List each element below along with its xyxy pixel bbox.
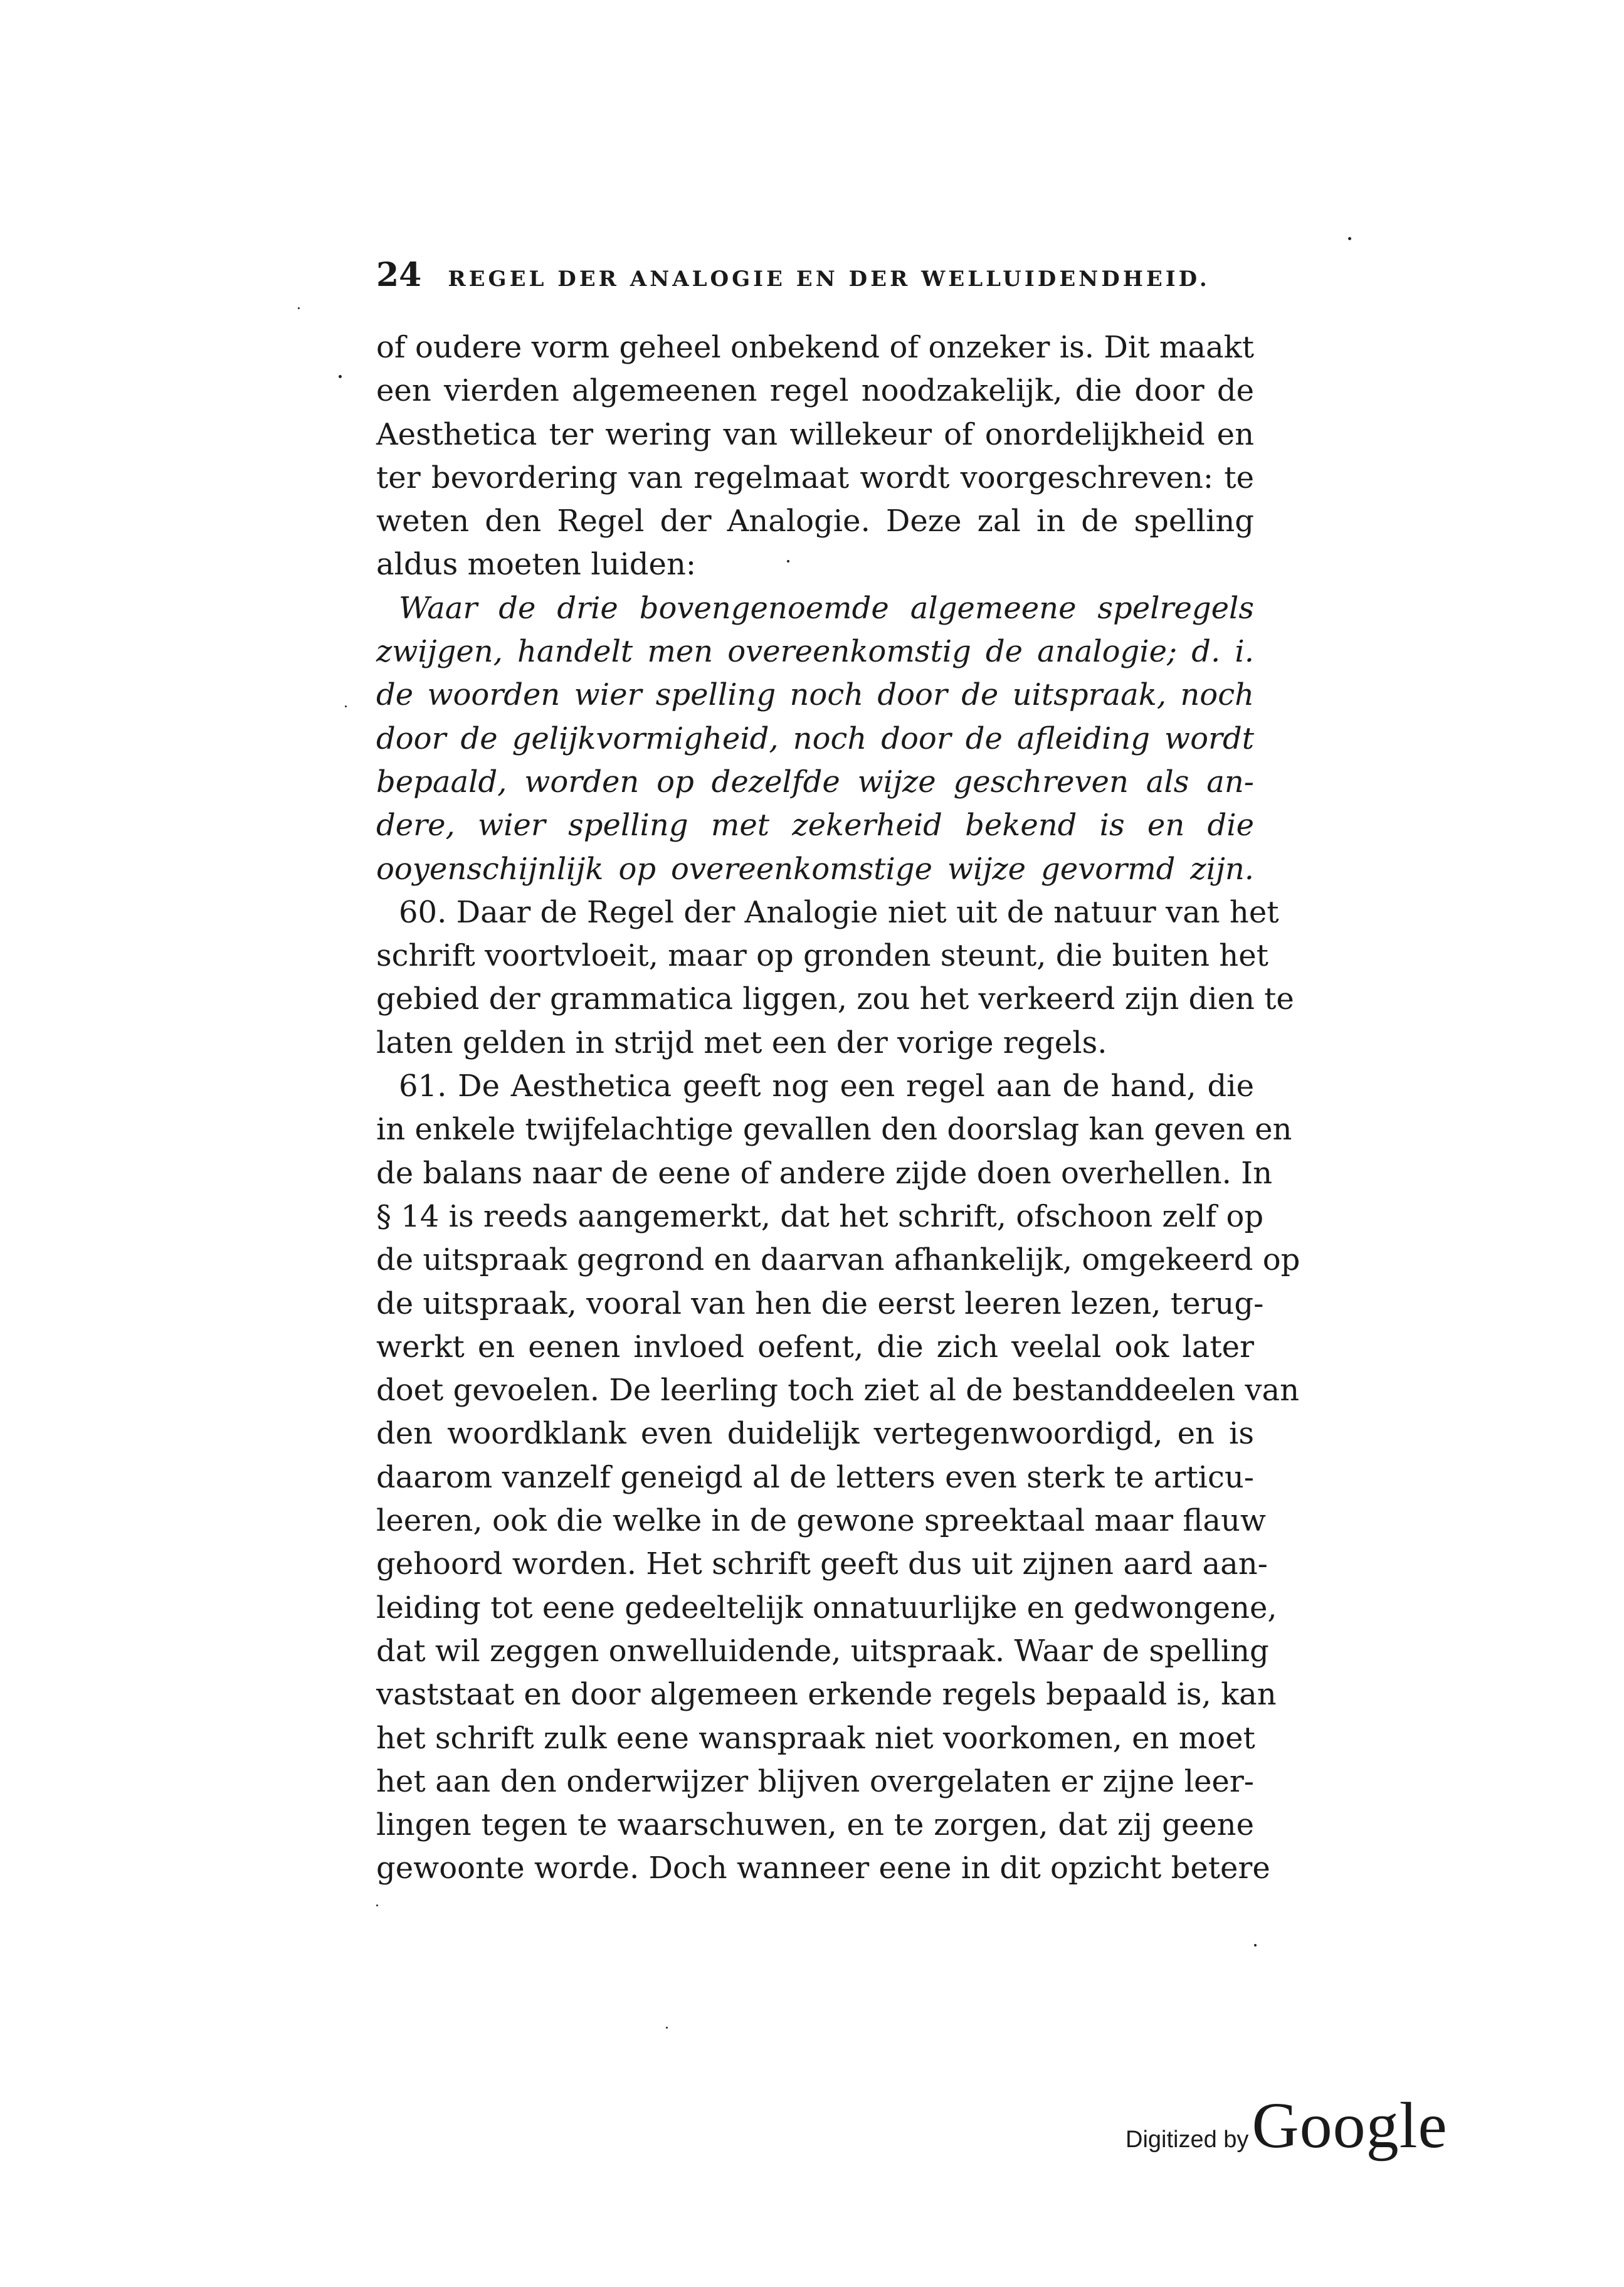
text-line: gebied der grammatica liggen, zou het verkeerd zijn dien te xyxy=(376,981,1294,1017)
text-line: in enkele twijfelachtige gevallen den doorslag kan geven en xyxy=(376,1112,1292,1148)
text-line: de balans naar de eene of andere zijde doen overhellen. In xyxy=(376,1155,1273,1191)
text-line: Aesthetica ter wering van willekeur of onordelijkheid en xyxy=(376,416,1254,452)
watermark-prefix: Digitized by xyxy=(1126,2126,1249,2153)
rule-text-line: Waar de drie bovengenoemde algemeene spelregels xyxy=(399,590,1254,626)
text-line: laten gelden in strijd met een der vorige regels. xyxy=(376,1025,1107,1060)
scan-speck xyxy=(787,560,789,563)
rule-text-line: zwijgen, handelt men overeenkomstig de analogie; d. i. xyxy=(376,634,1254,670)
rule-text-line: dere, wier spelling met zekerheid bekend is en die xyxy=(376,808,1254,843)
scan-speck xyxy=(1348,237,1351,240)
text-line: aldus moeten luiden: xyxy=(376,547,697,583)
scan-speck xyxy=(339,375,342,378)
text-line: de uitspraak, vooral van hen die eerst leeren lezen, terug- xyxy=(376,1286,1264,1321)
text-line: 61. De Aesthetica geeft nog een regel aan de hand, die xyxy=(399,1069,1254,1104)
rule-text-line: bepaald, worden op dezelfde wijze geschreven als an- xyxy=(376,764,1254,800)
running-title: REGEL DER ANALOGIE EN DER WELLUIDENDHEID. xyxy=(448,267,1210,292)
text-line: het schrift zulk eene wanspraak niet voorkomen, en moet xyxy=(376,1720,1255,1756)
scan-speck xyxy=(666,2027,668,2029)
digitized-watermark xyxy=(1126,2088,1477,2163)
text-line: schrift voortvloeit, maar op gronden steunt, die buiten het xyxy=(376,938,1268,974)
text-line: vaststaat en door algemeen erkende regels bepaald is, kan xyxy=(376,1677,1277,1713)
text-line: de uitspraak gegrond en daarvan afhankelijk, omgekeerd op xyxy=(376,1242,1300,1278)
text-line: daarom vanzelf geneigd al de letters even sterk te articu- xyxy=(376,1459,1254,1495)
text-line: ter bevordering van regelmaat wordt voorgeschreven: te xyxy=(376,460,1254,495)
text-line: weten den Regel der Analogie. Deze zal in de spelling xyxy=(376,504,1254,539)
text-line: een vierden algemeenen regel noodzakelijk, die door de xyxy=(376,373,1254,409)
scan-speck xyxy=(298,307,300,309)
text-line: leiding tot eene gedeeltelijk onnatuurlijke en gedwongene, xyxy=(376,1590,1277,1625)
body-text xyxy=(376,326,1300,1891)
scan-speck xyxy=(345,705,347,707)
rule-text-line: de woorden wier spelling noch door de uitspraak, noch xyxy=(376,677,1254,713)
text-line: werkt en eenen invloed oefent, die zich veelal ook later xyxy=(376,1329,1254,1365)
page-header xyxy=(376,256,1254,293)
text-line: het aan den onderwijzer blijven overgelaten er zijne leer- xyxy=(376,1763,1254,1799)
text-line: leeren, ook die welke in de gewone spreektaal maar flauw xyxy=(376,1503,1266,1539)
text-line: of oudere vorm geheel onbekend of onzeker is. Dit maakt xyxy=(376,330,1254,365)
rule-text-line: door de gelijkvormigheid, noch door de afleiding wordt xyxy=(376,721,1254,756)
text-line: 60. Daar de Regel der Analogie niet uit de natuur van het xyxy=(399,894,1279,930)
text-line: dat wil zeggen onwelluidende, uitspraak. Waar de spelling xyxy=(376,1633,1269,1669)
text-line: lingen tegen te waarschuwen, en te zorgen, dat zij geene xyxy=(376,1807,1254,1843)
text-line: gewoonte worde. Doch wanneer eene in dit opzicht betere xyxy=(376,1851,1270,1886)
text-line: den woordklank even duidelijk vertegenwoordigd, en is xyxy=(376,1416,1254,1452)
text-line: § 14 is reeds aangemerkt, dat het schrift, ofschoon zelf op xyxy=(376,1198,1264,1234)
scan-speck xyxy=(1254,1944,1257,1946)
scan-speck xyxy=(376,1904,378,1906)
text-line: gehoord worden. Het schrift geeft dus uit zijnen aard aan- xyxy=(376,1546,1268,1582)
google-logo: Google xyxy=(1252,2089,1448,2162)
page-number: 24 xyxy=(376,256,422,294)
rule-text-line: ooyenschijnlijk op overeenkomstige wijze gevormd zijn. xyxy=(376,851,1254,887)
text-line: doet gevoelen. De leerling toch ziet al de bestanddeelen van xyxy=(376,1373,1300,1408)
